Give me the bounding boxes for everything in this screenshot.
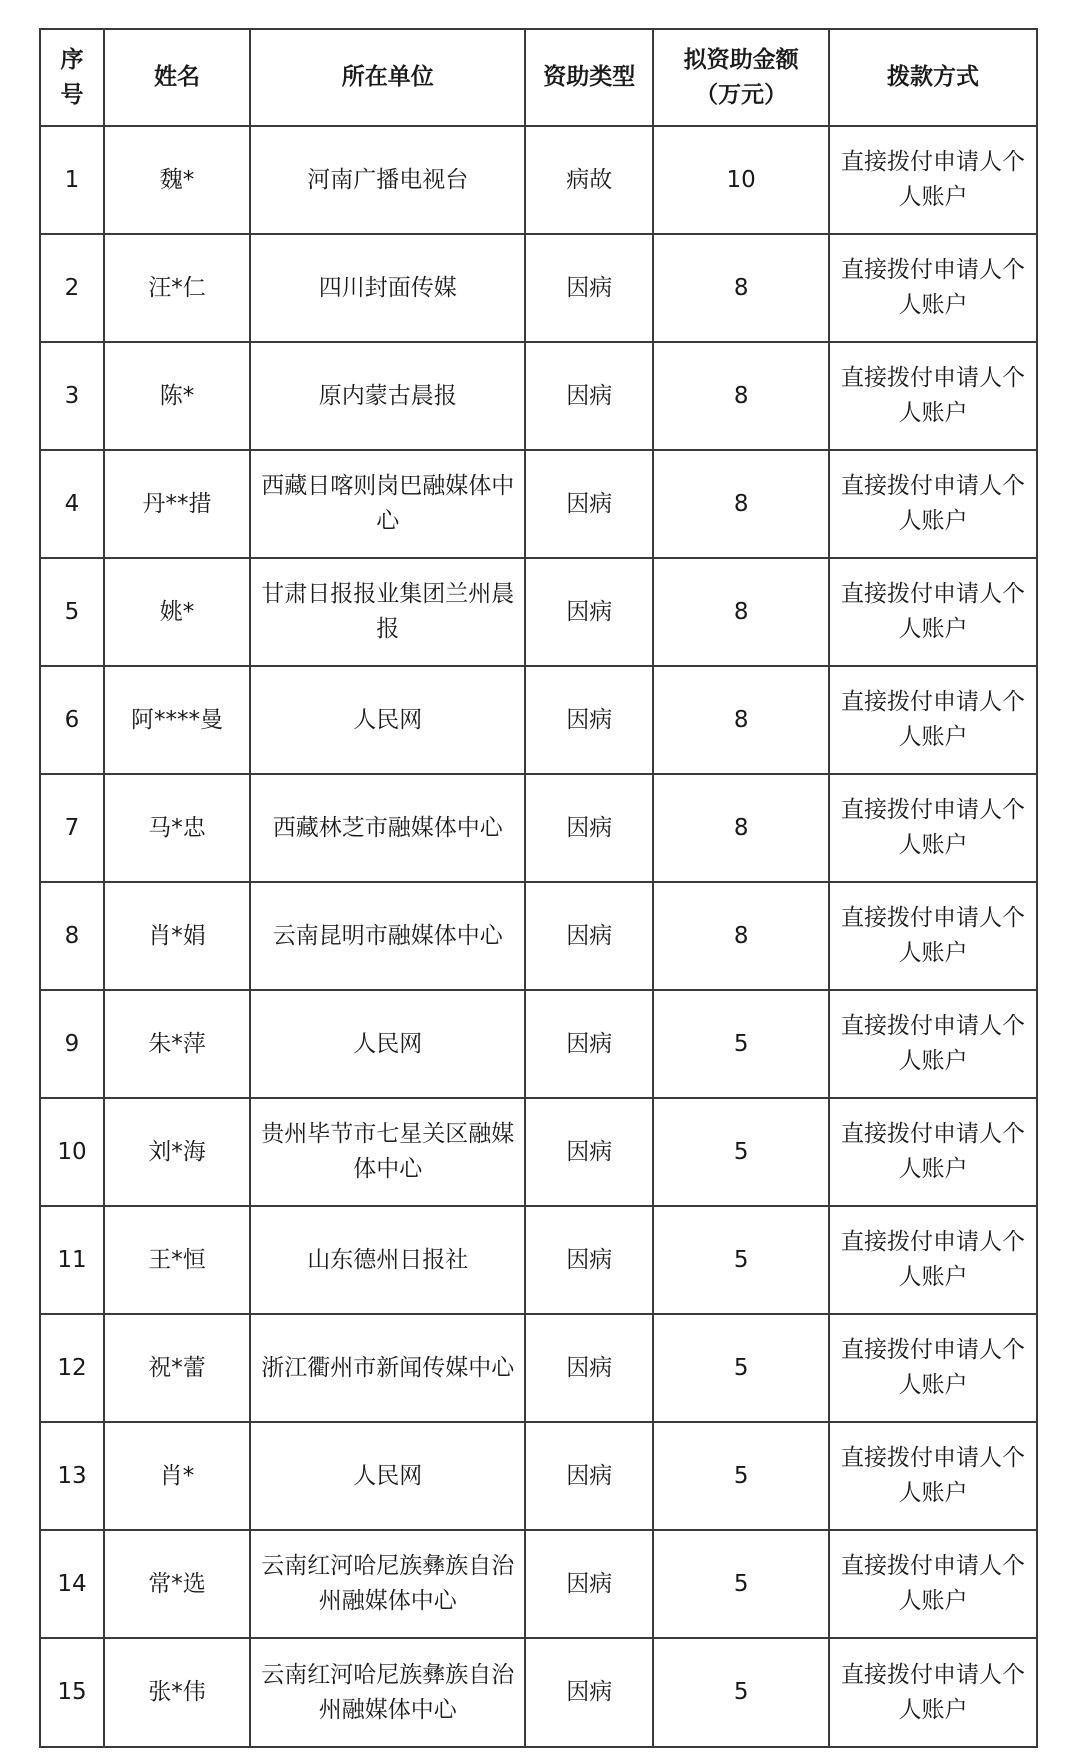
cell-amount: 5 bbox=[653, 1314, 829, 1422]
cell-payment: 直接拨付申请人个人账户 bbox=[829, 1098, 1037, 1206]
cell-amount: 5 bbox=[653, 1206, 829, 1314]
cell-type: 因病 bbox=[525, 1638, 653, 1747]
cell-payment: 直接拨付申请人个人账户 bbox=[829, 234, 1037, 342]
cell-payment: 直接拨付申请人个人账户 bbox=[829, 1638, 1037, 1747]
cell-unit: 云南昆明市融媒体中心 bbox=[250, 882, 525, 990]
cell-name: 肖*娟 bbox=[104, 882, 250, 990]
cell-name: 朱*萍 bbox=[104, 990, 250, 1098]
cell-payment: 直接拨付申请人个人账户 bbox=[829, 882, 1037, 990]
cell-payment: 直接拨付申请人个人账户 bbox=[829, 558, 1037, 666]
cell-type: 因病 bbox=[525, 342, 653, 450]
cell-name: 陈* bbox=[104, 342, 250, 450]
table-row bbox=[40, 1314, 1037, 1422]
cell-no: 5 bbox=[40, 558, 104, 666]
table-row bbox=[40, 666, 1037, 774]
cell-amount: 8 bbox=[653, 234, 829, 342]
cell-unit: 河南广播电视台 bbox=[250, 126, 525, 234]
cell-unit: 西藏日喀则岗巴融媒体中心 bbox=[250, 450, 525, 558]
cell-name: 阿****曼 bbox=[104, 666, 250, 774]
cell-amount: 5 bbox=[653, 1530, 829, 1638]
cell-type: 因病 bbox=[525, 234, 653, 342]
cell-unit: 人民网 bbox=[250, 666, 525, 774]
table-row bbox=[40, 1098, 1037, 1206]
header-payment: 拨款方式 bbox=[829, 29, 1037, 126]
cell-type: 因病 bbox=[525, 1422, 653, 1530]
cell-no: 8 bbox=[40, 882, 104, 990]
header-row bbox=[40, 29, 1037, 126]
cell-amount: 8 bbox=[653, 882, 829, 990]
cell-amount: 5 bbox=[653, 1638, 829, 1747]
cell-amount: 8 bbox=[653, 558, 829, 666]
table-row bbox=[40, 126, 1037, 234]
table-header bbox=[40, 29, 1037, 126]
header-unit: 所在单位 bbox=[250, 29, 525, 126]
cell-amount: 5 bbox=[653, 1422, 829, 1530]
cell-payment: 直接拨付申请人个人账户 bbox=[829, 1314, 1037, 1422]
cell-name: 汪*仁 bbox=[104, 234, 250, 342]
table-row bbox=[40, 1530, 1037, 1638]
cell-unit: 贵州毕节市七星关区融媒体中心 bbox=[250, 1098, 525, 1206]
cell-payment: 直接拨付申请人个人账户 bbox=[829, 342, 1037, 450]
cell-no: 4 bbox=[40, 450, 104, 558]
header-no: 序号 bbox=[40, 29, 104, 126]
header-type: 资助类型 bbox=[525, 29, 653, 126]
table-row bbox=[40, 1422, 1037, 1530]
cell-name: 张*伟 bbox=[104, 1638, 250, 1747]
cell-no: 9 bbox=[40, 990, 104, 1098]
cell-payment: 直接拨付申请人个人账户 bbox=[829, 990, 1037, 1098]
cell-type: 因病 bbox=[525, 558, 653, 666]
cell-name: 刘*海 bbox=[104, 1098, 250, 1206]
table-row bbox=[40, 990, 1037, 1098]
cell-name: 常*选 bbox=[104, 1530, 250, 1638]
cell-amount: 8 bbox=[653, 774, 829, 882]
table-row bbox=[40, 342, 1037, 450]
cell-unit: 浙江衢州市新闻传媒中心 bbox=[250, 1314, 525, 1422]
cell-type: 因病 bbox=[525, 1206, 653, 1314]
cell-unit: 西藏林芝市融媒体中心 bbox=[250, 774, 525, 882]
cell-name: 祝*蕾 bbox=[104, 1314, 250, 1422]
cell-payment: 直接拨付申请人个人账户 bbox=[829, 666, 1037, 774]
cell-no: 15 bbox=[40, 1638, 104, 1747]
cell-type: 因病 bbox=[525, 990, 653, 1098]
cell-name: 王*恒 bbox=[104, 1206, 250, 1314]
cell-type: 因病 bbox=[525, 1098, 653, 1206]
table-row bbox=[40, 450, 1037, 558]
table-row bbox=[40, 774, 1037, 882]
header-amount: 拟资助金额（万元） bbox=[653, 29, 829, 126]
cell-name: 姚* bbox=[104, 558, 250, 666]
funding-table bbox=[39, 28, 1038, 1748]
cell-unit: 云南红河哈尼族彝族自治州融媒体中心 bbox=[250, 1530, 525, 1638]
cell-type: 因病 bbox=[525, 882, 653, 990]
cell-no: 14 bbox=[40, 1530, 104, 1638]
cell-type: 因病 bbox=[525, 666, 653, 774]
cell-no: 13 bbox=[40, 1422, 104, 1530]
cell-unit: 原内蒙古晨报 bbox=[250, 342, 525, 450]
cell-name: 丹**措 bbox=[104, 450, 250, 558]
cell-no: 12 bbox=[40, 1314, 104, 1422]
table-row bbox=[40, 234, 1037, 342]
cell-name: 马*忠 bbox=[104, 774, 250, 882]
cell-unit: 山东德州日报社 bbox=[250, 1206, 525, 1314]
cell-no: 11 bbox=[40, 1206, 104, 1314]
cell-amount: 8 bbox=[653, 666, 829, 774]
cell-type: 因病 bbox=[525, 1314, 653, 1422]
cell-payment: 直接拨付申请人个人账户 bbox=[829, 126, 1037, 234]
cell-no: 10 bbox=[40, 1098, 104, 1206]
table-row bbox=[40, 558, 1037, 666]
cell-type: 病故 bbox=[525, 126, 653, 234]
cell-no: 6 bbox=[40, 666, 104, 774]
cell-name: 魏* bbox=[104, 126, 250, 234]
table-body bbox=[40, 126, 1037, 1747]
cell-no: 3 bbox=[40, 342, 104, 450]
cell-type: 因病 bbox=[525, 450, 653, 558]
table-row bbox=[40, 882, 1037, 990]
cell-payment: 直接拨付申请人个人账户 bbox=[829, 1422, 1037, 1530]
header-name: 姓名 bbox=[104, 29, 250, 126]
cell-type: 因病 bbox=[525, 1530, 653, 1638]
cell-no: 7 bbox=[40, 774, 104, 882]
cell-amount: 5 bbox=[653, 1098, 829, 1206]
table-row bbox=[40, 1638, 1037, 1747]
cell-payment: 直接拨付申请人个人账户 bbox=[829, 1530, 1037, 1638]
cell-no: 2 bbox=[40, 234, 104, 342]
table-row bbox=[40, 1206, 1037, 1314]
cell-no: 1 bbox=[40, 126, 104, 234]
cell-payment: 直接拨付申请人个人账户 bbox=[829, 450, 1037, 558]
cell-type: 因病 bbox=[525, 774, 653, 882]
cell-unit: 人民网 bbox=[250, 990, 525, 1098]
cell-amount: 5 bbox=[653, 990, 829, 1098]
cell-unit: 人民网 bbox=[250, 1422, 525, 1530]
cell-unit: 甘肃日报报业集团兰州晨报 bbox=[250, 558, 525, 666]
cell-payment: 直接拨付申请人个人账户 bbox=[829, 774, 1037, 882]
cell-unit: 四川封面传媒 bbox=[250, 234, 525, 342]
cell-payment: 直接拨付申请人个人账户 bbox=[829, 1206, 1037, 1314]
cell-amount: 10 bbox=[653, 126, 829, 234]
cell-unit: 云南红河哈尼族彝族自治州融媒体中心 bbox=[250, 1638, 525, 1747]
cell-name: 肖* bbox=[104, 1422, 250, 1530]
cell-amount: 8 bbox=[653, 450, 829, 558]
cell-amount: 8 bbox=[653, 342, 829, 450]
